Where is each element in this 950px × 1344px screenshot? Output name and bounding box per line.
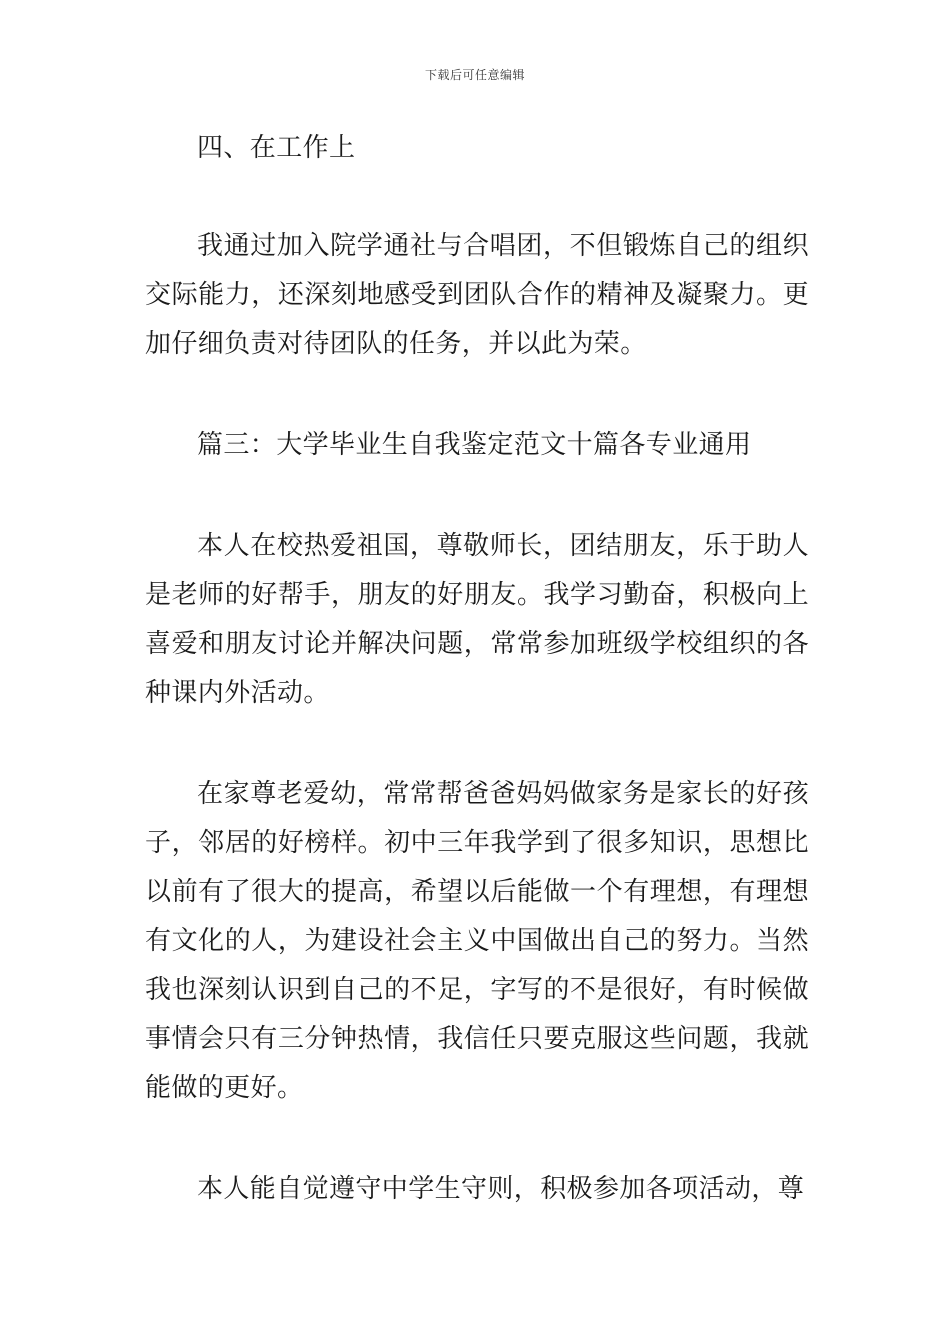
paragraph-school: 本人在校热爱祖国，尊敬师长，团结朋友，乐于助人是老师的好帮手，朋友的好朋友。我学习勤奋，积极向上喜爱和朋友讨论并解决问题，常常参加班级学校组织的各种课内外活动。 [145, 531, 809, 708]
section-heading-article-three: 篇三：大学毕业生自我鉴定范文十篇各专业通用 [197, 430, 752, 460]
paragraph-home: 在家尊老爱幼，常常帮爸爸妈妈做家务是家长的好孩子，邻居的好榜样。初中三年我学到了很多知识，思想比以前有了很大的提高，希望以后能做一个有理想，有理想有文化的人，为建设社会主义中国做出自己的努力。当然我也深刻认识到自己的不足，字写的不是很好，有时候做事情会只有三分钟热情，我信任只要克服这些问题，我就能做的更好。 [145, 779, 809, 1103]
document-body [145, 124, 809, 1214]
section-heading-work: 四、在工作上 [197, 133, 356, 163]
paragraph-rules: 本人能自觉遵守中学生守则，积极参加各项活动，尊 [197, 1174, 805, 1204]
paragraph-work: 我通过加入院学通社与合唱团，不但锻炼自己的组织交际能力，还深刻地感受到团队合作的精神及凝聚力。更加仔细负责对待团队的任务，并以此为荣。 [145, 231, 809, 359]
page-header-note: 下载后可任意编辑 [424, 68, 525, 82]
